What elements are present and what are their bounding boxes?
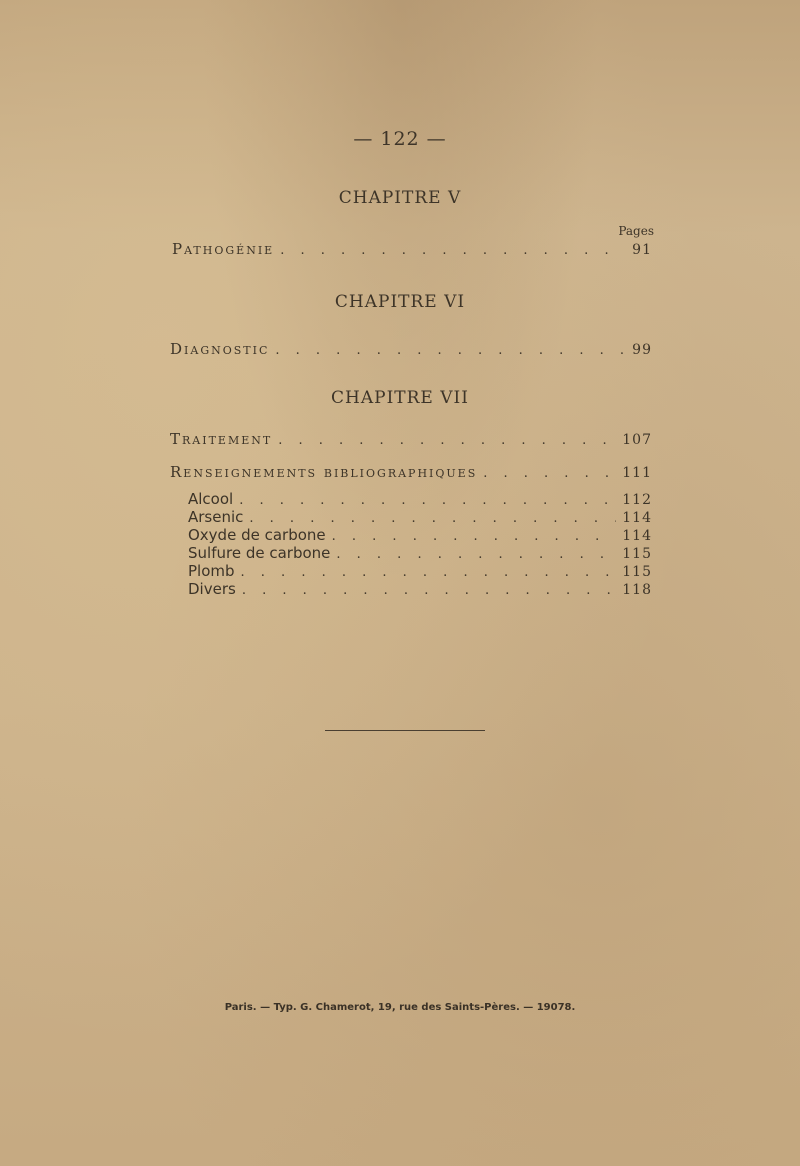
toc-entry-page: 91	[632, 242, 652, 258]
toc-entry-pathogenie[interactable]	[172, 240, 652, 258]
toc-subentry-label: Divers	[188, 580, 236, 598]
toc-subentry-divers[interactable]	[188, 580, 652, 598]
toc-subentry-arsenic[interactable]	[188, 508, 652, 526]
toc-entry-page: 107	[622, 432, 652, 448]
toc-subentry-page: 114	[622, 510, 652, 526]
toc-subentry-alcool[interactable]	[188, 490, 652, 508]
pages-column-label: Pages	[618, 224, 654, 238]
toc-subentry-page: 112	[622, 492, 652, 508]
toc-entry-page: 99	[632, 342, 652, 358]
toc-subentry-label: Plomb	[188, 562, 235, 580]
toc-subentry-label: Oxyde de carbone	[188, 526, 326, 544]
toc-subentry-oxyde-de-carbone[interactable]	[188, 526, 652, 544]
end-rule	[325, 730, 485, 731]
toc-subentry-label: Arsenic	[188, 508, 244, 526]
dot-leader	[242, 583, 616, 598]
dot-leader	[483, 466, 616, 481]
toc-subentry-plomb[interactable]	[188, 562, 652, 580]
toc-subentry-sulfure-de-carbone[interactable]	[188, 544, 652, 562]
dot-leader	[336, 547, 616, 562]
dot-leader	[249, 511, 616, 526]
dot-leader	[280, 243, 626, 258]
printer-imprint: Paris. — Typ. G. Chamerot, 19, rue des Saints-Pères. — 19078.	[224, 1002, 576, 1013]
chapter-heading-v: CHAPITRE V	[338, 188, 462, 208]
toc-entry-label: Renseignements bibliographiques	[170, 463, 478, 481]
toc-subentry-label: Sulfure de carbone	[188, 544, 331, 562]
toc-subentry-page: 115	[622, 546, 652, 562]
toc-entry-page: 111	[622, 465, 652, 481]
page-number: — 122 —	[353, 128, 447, 150]
toc-entry-diagnostic[interactable]	[170, 340, 652, 358]
toc-subentry-page: 114	[622, 528, 652, 544]
dot-leader	[239, 493, 616, 508]
toc-subentry-page: 118	[622, 582, 652, 598]
toc-subentry-page: 115	[622, 564, 652, 580]
toc-subentry-label: Alcool	[188, 490, 234, 508]
dot-leader	[275, 343, 626, 358]
dot-leader	[332, 529, 617, 544]
chapter-heading-vii: CHAPITRE VII	[331, 388, 469, 408]
chapter-heading-vi: CHAPITRE VI	[334, 292, 466, 312]
toc-entry-traitement[interactable]	[170, 430, 652, 448]
dot-leader	[241, 565, 617, 580]
toc-entry-label: Pathogénie	[172, 240, 275, 258]
toc-entry-label: Traitement	[170, 430, 273, 448]
dot-leader	[278, 433, 616, 448]
toc-entry-label: Diagnostic	[170, 340, 270, 358]
toc-entry-renseignements[interactable]	[170, 463, 652, 481]
